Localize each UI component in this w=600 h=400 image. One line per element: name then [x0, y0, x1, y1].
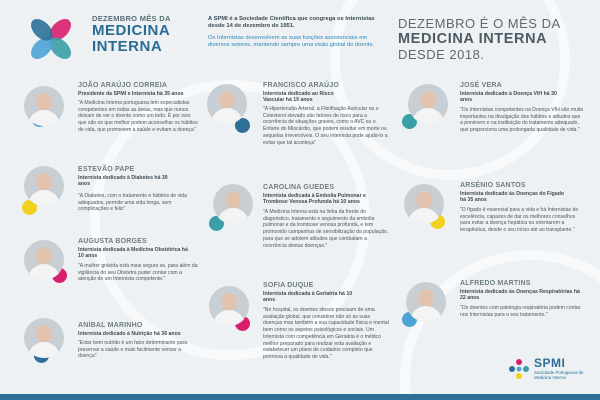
profile-name: ESTEVÃO PAPE: [78, 166, 135, 173]
logo-title-line2: MEDICINA: [92, 22, 171, 39]
profile-name: SOFIA DUQUE: [263, 282, 314, 289]
headline-line1: DEZEMBRO É O MÊS DA: [398, 16, 561, 31]
medicine-month-logo-icon: [22, 10, 80, 68]
avatar: [24, 166, 64, 206]
bottom-bar: [0, 394, 600, 400]
profile-quote: "A Hipertensão Arterial, a Fibrilhação Auricular ou o Colesterol elevado são fatores de risco para a ocorrência de situações graves, como o AVC ou o Enfarte do Miocárdio, que podem resultar em morte ou sequelas irreversíveis. O seu Internista pode ajudá-lo a evitar que tal aconteça": [263, 106, 388, 146]
spmi-subtitle: Sociedade Portuguesa de Medicina Interna: [534, 370, 584, 381]
avatar: [408, 84, 448, 124]
profile-quote: "No hospital, os doentes idosos precisam de uma avaliação global, que considere não só as suas doenças mas também a sua capacidade física e mental bem como os aspetos psicológicos e sociais. Um Internista com competência em Geriatria é o médico melhor preparado para realizar esta avaliação e estabelecer um plano de cuidados completo que promova a qualidade de vida.": [263, 307, 389, 361]
profile-role: Internista dedicado ao Risco Vascular há 19 anos: [263, 91, 334, 104]
intro-bold: A SPMI é a Sociedade Científica que congrega os Internistas desde 14 de dezembro de 1951.: [208, 16, 375, 30]
profile-quote: "O fígado é essencial para a vida e há Internistas de excelência, capazes de dar os melhores conselhos para evitar a doença hepática ou orientarem a terapêutica, desde o seu início até ao transplante.": [460, 207, 579, 234]
profile-role: Presidente da SPMI e Internista há 35 anos: [78, 91, 184, 97]
avatar: [213, 184, 253, 224]
profile-quote: "A Diabetes, com o tratamento e hábitos de vida adequados, permite uma vida longa, sem complicações e feliz": [78, 193, 187, 213]
avatar: [24, 86, 64, 126]
profile-quote: "A Medicina Interna portuguesa tem especialistas competentes em todas as áreas, mas que nunca deixam de ver o doente como um todo. É por isso que são os que melhor podem aconselhar os hábitos de vida, que promovem a saúde e evitam a doença": [78, 100, 198, 133]
logo-title-line1: DEZEMBRO MÊS DA: [92, 14, 171, 23]
profile-quote: "Os Internistas competentes na Doença VIH são muito importantes na divulgação dos hábitos e atitudes que a previnem e na instituição do tratamento adequado, que proporciona uma prolongada qualidade de vida.": [460, 107, 584, 134]
headline-line2: MEDICINA INTERNA: [398, 31, 548, 47]
headline: [398, 16, 588, 62]
profile-role: Internista dedicado à Doença VIH há 30 anos: [460, 91, 557, 104]
profile-role: Internista dedicada à Medicina Obstétrica há 10 anos: [78, 247, 188, 260]
profile-quote: "A mulher grávida está mais segura se, para além da vigilância do seu Obstetra puder contar com a atenção de um Internista competente.": [78, 263, 198, 283]
profile-name: ARSÉNIO SANTOS: [460, 182, 526, 189]
avatar: [24, 318, 64, 358]
profile-quote: "Os doentes com patologia respiratória podem contar nos Internistas para o seu tratamento.": [460, 305, 581, 318]
profile-name: AUGUSTA BORGES: [78, 238, 147, 245]
profile-role: Internista dedicada à Geriatria há 10 anos: [263, 291, 353, 304]
spmi-name: SPMI: [534, 356, 566, 370]
profile-name: JOÃO ARAÚJO CORREIA: [78, 82, 168, 89]
avatar: [207, 84, 247, 124]
headline-line3: DESDE 2018.: [398, 47, 485, 62]
profile-name: ALFREDO MARTINS: [460, 280, 531, 287]
logo-title: [92, 14, 192, 55]
profile-quote: "Estar bem nutrido é um fator determinante para preservar a saúde e mais facilmente vencer a doença": [78, 340, 188, 360]
avatar: [24, 240, 64, 280]
avatar: [404, 184, 444, 224]
intro-blue: Os Internistas desenvolvem as suas funções assistenciais em diversos setores, mantendo sempre uma visão global do doente.: [208, 34, 375, 49]
profile-role: Internista dedicado à Diabetes há 30 anos: [78, 175, 168, 188]
profile-name: FRANCISCO ARAÚJO: [263, 82, 340, 89]
profile-name: JOSÉ VERA: [460, 82, 502, 89]
logo-title-line3: INTERNA: [92, 37, 163, 55]
profile-role: Internista dedicada à Embolia Pulmonar e Trombose Venosa Profunda há 10 anos: [263, 193, 366, 206]
spmi-logo: [508, 356, 592, 386]
profile-role: Internista dedicado à Nutrição há 36 anos: [78, 331, 181, 337]
spmi-mark-icon: [508, 358, 530, 380]
avatar: [209, 286, 249, 326]
profile-name: CAROLINA GUEDES: [263, 184, 335, 191]
intro-text: [208, 16, 378, 50]
profile-name: ANÍBAL MARINHO: [78, 322, 143, 329]
profile-role: Internista dedicado às Doenças do Fígado há 35 anos: [460, 191, 565, 204]
profile-quote: "A Medicina Interna está na linha da frente do diagnóstico, tratamento e seguimento da embolia pulmonar e da trombose venosa profunda, e tem promovido campanhas de sensibilização da população, para que se adotem atitudes que combatam a ocorrência destas doenças.": [263, 209, 389, 249]
avatar: [406, 282, 446, 322]
profile-role: Internista dedicado às Doenças Respiratórias há 22 anos: [460, 289, 580, 302]
